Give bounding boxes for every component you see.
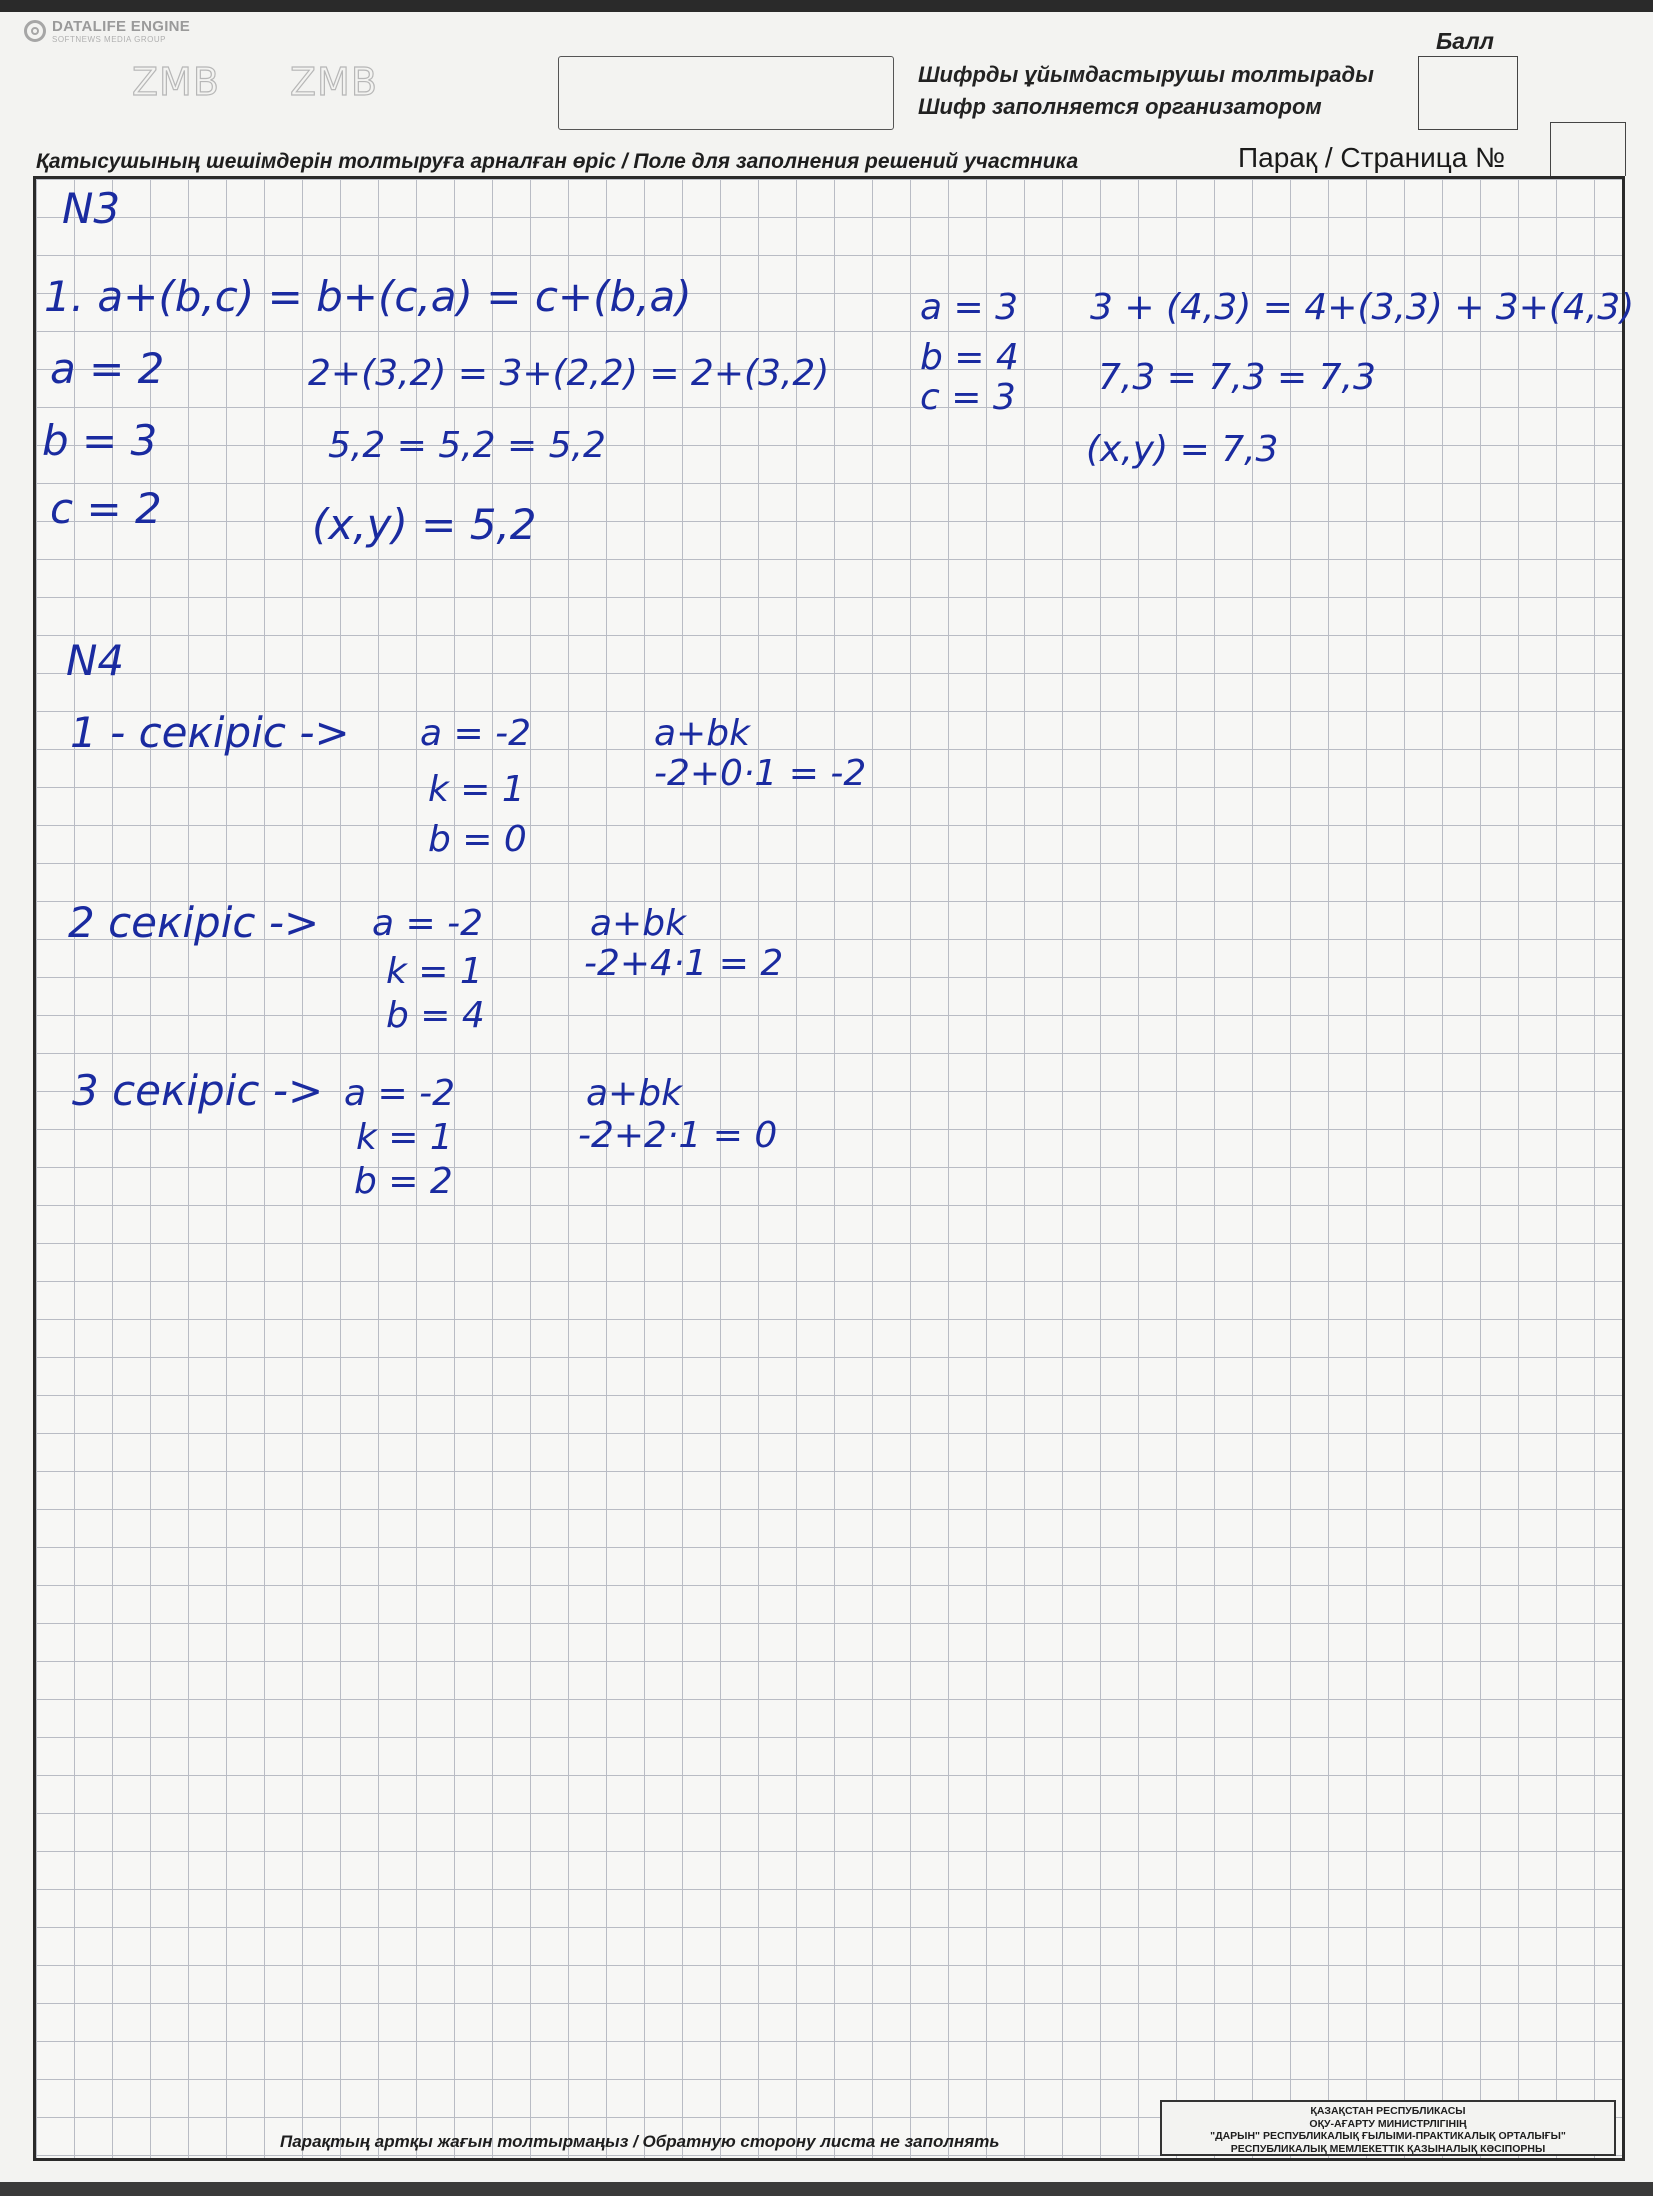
step1-calc: -2+0·1 = -2 [654,753,867,794]
step1-formula: a+bk [654,713,750,754]
score-label: Балл [1436,28,1494,54]
step2-label: 2 секіріс -> [68,898,320,947]
set2-b: b = 4 [920,337,1019,378]
set1-result: (x,y) = 5,2 [312,500,537,549]
cipher-field[interactable] [558,56,894,130]
watermark-logo-icon [24,20,46,42]
step3-k: k = 1 [356,1117,453,1158]
stamp-line: ОҚУ-АҒАРТУ МИНИСТРЛІГІНІҢ [1309,2117,1467,2130]
watermark [24,18,190,44]
stamp-line: "ДАРЫН" РЕСПУБЛИКАЛЫҚ ҒЫЛЫМИ-ПРАКТИКАЛЫҚ ОРТАЛЫҒЫ" [1210,2130,1566,2142]
step2-a: a = -2 [372,903,484,944]
step2-calc: -2+4·1 = 2 [584,943,784,984]
set2-line2: 7,3 = 7,3 = 7,3 [1098,357,1376,398]
set2-a: a = 3 [920,287,1019,328]
step3-calc: -2+2·1 = 0 [578,1115,778,1156]
n3-formula: 1. a+(b,c) = b+(c,a) = c+(b,a) [44,272,692,321]
score-field[interactable] [1418,56,1518,130]
n3-heading: N3 [62,184,121,233]
n4-heading: N4 [66,636,125,685]
set2-c: c = 3 [920,377,1016,418]
set2-result: (x,y) = 7,3 [1086,429,1279,470]
scan-bottom-edge [0,2182,1653,2196]
set1-b: b = 3 [42,416,158,465]
step1-b: b = 0 [428,819,527,860]
step2-b: b = 4 [386,995,485,1036]
stamp-line: РЕСПУБЛИКАЛЫҚ МЕМЛЕКЕТТІК ҚАЗЫНАЛЫҚ КӘСІПОРНЫ [1230,2142,1546,2155]
answer-field-title: Қатысушының шешімдерін толтыруға арналған өріс / Поле для заполнения решений участника [36,150,1079,173]
organization-stamp [1160,2100,1616,2156]
scan-top-edge [0,0,1653,12]
cipher-note-kz: Шифрды ұйымдастырушы толтырады [918,62,1374,87]
watermark-subtitle: SOFTNEWS MEDIA GROUP [52,35,167,44]
set1-c: c = 2 [50,484,162,533]
step1-label: 1 - секіріс -> [70,708,350,757]
set1-line1: 2+(3,2) = 3+(2,2) = 2+(3,2) [308,353,830,394]
cipher-note-ru: Шифр заполняется организатором [918,94,1322,119]
set1-line2: 5,2 = 5,2 = 5,2 [328,425,606,466]
step3-b: b = 2 [354,1161,453,1202]
set1-a: a = 2 [50,344,165,393]
watermark-title: DATALIFE ENGINE [52,18,191,35]
set2-line1: 3 + (4,3) = 4+(3,3) + 3+(4,3) [1090,287,1635,328]
step1-k: k = 1 [428,769,525,810]
stamp-line: ҚАЗАҚСТАН РЕСПУБЛИКАСЫ [1310,2105,1466,2117]
page-number-label: Парақ / Страница № [1238,142,1506,173]
step2-formula: a+bk [590,903,686,944]
footer-note: Парақтың артқы жағын толтырмаңыз / Обратную сторону листа не заполнять [280,2132,1000,2151]
zmb-stamp: ZMB [132,60,220,104]
step1-a: a = -2 [420,713,532,754]
step3-a: a = -2 [344,1073,456,1114]
zmb-stamp: ZMB [290,60,378,104]
answer-grid [33,176,1625,2161]
step2-k: k = 1 [386,951,483,992]
step3-label: 3 секіріс -> [72,1066,324,1115]
page-number-field[interactable] [1550,122,1626,176]
step3-formula: a+bk [586,1073,682,1114]
